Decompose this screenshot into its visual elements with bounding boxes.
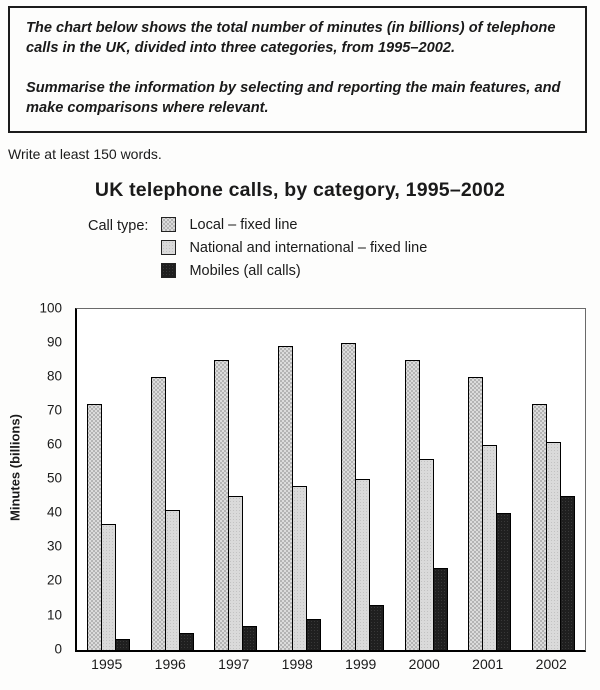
bar-1998-mobiles-all-calls: [306, 619, 321, 650]
legend-swatch-icon: [161, 263, 176, 278]
bar-2000-local-fixed-line: [405, 360, 420, 650]
y-tick-20: 20: [46, 572, 62, 588]
y-tick-90: 90: [46, 334, 62, 350]
y-tick-70: 70: [46, 402, 62, 418]
bar-1997-mobiles-all-calls: [242, 626, 257, 650]
bar-group-1996: [141, 309, 205, 650]
bar-1995-local-fixed-line: [87, 404, 102, 650]
x-axis-labels: [75, 656, 583, 672]
y-tick-0: 0: [54, 640, 62, 656]
bar-2002-mobiles-all-calls: [560, 496, 575, 649]
legend-item-mobiles-all-calls: [161, 263, 427, 279]
bar-1999-mobiles-all-calls: [369, 605, 384, 649]
bar-chart: [0, 300, 600, 690]
legend-item-label: National and international – fixed line: [189, 239, 428, 256]
x-tick-2000: 2000: [408, 655, 440, 672]
y-tick-30: 30: [46, 538, 62, 554]
bar-1995-national-international-fixed-line: [101, 524, 116, 650]
bar-2001-national-international-fixed-line: [482, 445, 497, 650]
bar-2000-national-international-fixed-line: [419, 459, 434, 650]
legend-swatch-icon: [161, 240, 176, 255]
bar-2002-national-international-fixed-line: [546, 442, 561, 650]
chart-legend: [88, 217, 600, 286]
x-tick-1999: 1999: [345, 655, 377, 672]
bar-1997-national-international-fixed-line: [228, 496, 243, 649]
bar-1996-mobiles-all-calls: [179, 633, 194, 650]
bar-1999-local-fixed-line: [341, 343, 356, 650]
legend-rows: [161, 217, 427, 286]
task-prompt-line-1: The chart below shows the total number of minutes (in billions) of telephone calls in the UK, divided into three categories, from 1995–2002.: [26, 20, 556, 57]
bar-1995-mobiles-all-calls: [115, 639, 130, 649]
plot-area: [75, 308, 586, 652]
y-axis-label: Minutes (billions): [7, 413, 23, 521]
bar-group-1999: [331, 309, 395, 650]
bar-2002-local-fixed-line: [532, 404, 547, 650]
bar-group-2001: [458, 309, 522, 650]
bar-group-1995: [77, 309, 141, 650]
bar-group-2002: [522, 309, 586, 650]
chart-title: UK telephone calls, by category, 1995–2002: [94, 178, 506, 201]
bar-1997-local-fixed-line: [214, 360, 229, 650]
bar-2001-local-fixed-line: [468, 377, 483, 650]
ielts-writing-task-page: [0, 6, 600, 690]
word-count-note: Write at least 150 words.: [8, 145, 162, 162]
bar-group-1998: [268, 309, 332, 650]
bar-group-1997: [204, 309, 268, 650]
bar-1996-local-fixed-line: [151, 377, 166, 650]
x-tick-1995: 1995: [91, 655, 123, 672]
bar-group-2000: [395, 309, 459, 650]
x-tick-1998: 1998: [281, 655, 313, 672]
bar-1996-national-international-fixed-line: [165, 510, 180, 650]
bar-1998-local-fixed-line: [278, 346, 293, 649]
y-tick-60: 60: [46, 436, 62, 452]
legend-item-local-fixed-line: [161, 217, 427, 233]
bar-2001-mobiles-all-calls: [496, 513, 511, 649]
x-tick-1996: 1996: [154, 655, 186, 672]
x-tick-2001: 2001: [472, 655, 504, 672]
y-tick-100: 100: [39, 299, 62, 315]
y-tick-80: 80: [46, 368, 62, 384]
bar-2000-mobiles-all-calls: [433, 568, 448, 650]
legend-item-label: Local – fixed line: [189, 216, 298, 233]
x-tick-1997: 1997: [218, 655, 250, 672]
legend-item-label: Mobiles (all calls): [189, 262, 301, 279]
y-axis-tick-labels: [0, 299, 70, 656]
y-tick-50: 50: [46, 470, 62, 486]
task-prompt-line-2: Summarise the information by selecting and reporting the main features, and make comparisons where relevant.: [26, 79, 561, 117]
y-tick-40: 40: [46, 504, 62, 520]
y-tick-10: 10: [46, 606, 62, 622]
bar-1998-national-international-fixed-line: [292, 486, 307, 650]
x-tick-2002: 2002: [535, 655, 567, 672]
legend-label: Call type:: [88, 217, 149, 234]
legend-swatch-icon: [161, 217, 176, 232]
legend-item-national-international-fixed-line: [161, 240, 427, 256]
bar-1999-national-international-fixed-line: [355, 479, 370, 650]
task-instructions-box: [8, 6, 587, 133]
